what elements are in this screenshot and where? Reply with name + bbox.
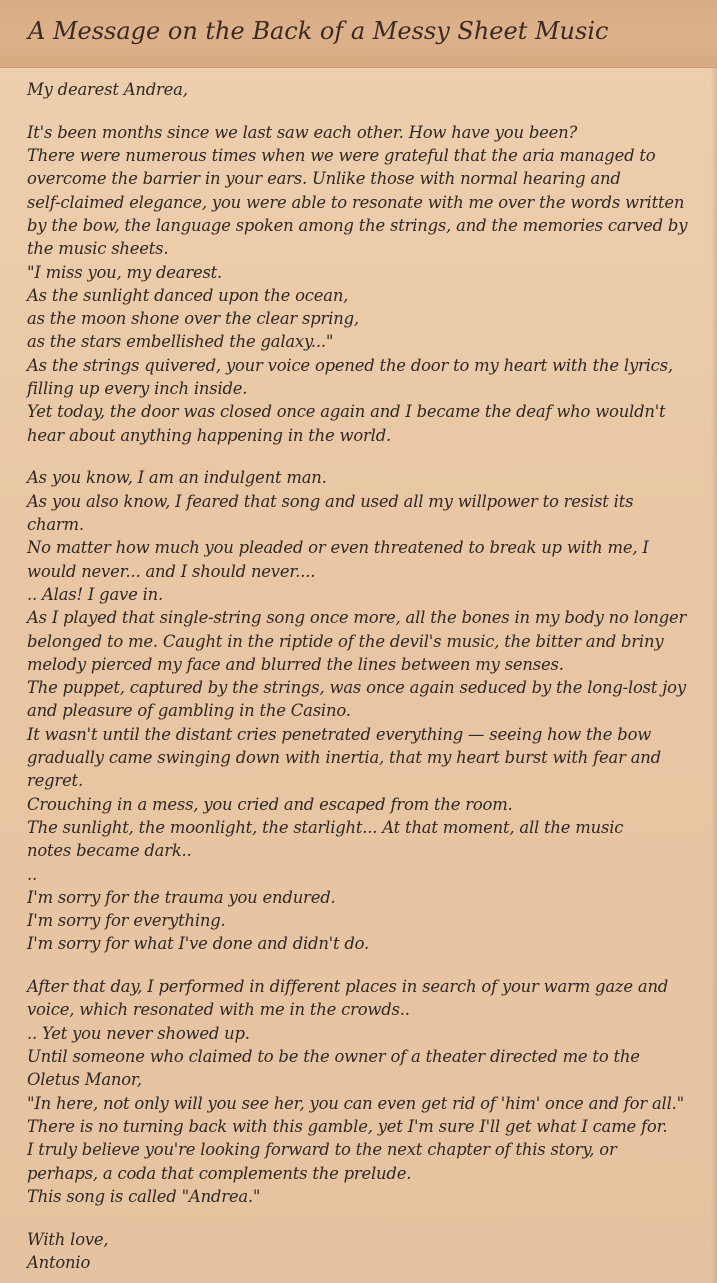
letter-line: and pleasure of gambling in the Casino. (27, 701, 351, 721)
letter-paragraphs (27, 121, 717, 1208)
letter-line: regret. (27, 771, 83, 791)
letter-line: by the bow, the language spoken among the strings, and the memories carved by (27, 215, 688, 235)
letter-line: It wasn't until the distant cries penetrated everything — seeing how the bow (27, 724, 652, 744)
letter-line: melody pierced my face and blurred the lines between my senses. (27, 654, 564, 674)
letter-line: Oletus Manor, (27, 1070, 142, 1090)
letter-line: .. (27, 864, 38, 884)
letter-line: Crouching in a mess, you cried and escaped from the room. (27, 794, 513, 814)
letter-line: I truly believe you're looking forward to the next chapter of this story, or (27, 1140, 617, 1160)
letter-line: I'm sorry for what I've done and didn't do. (27, 934, 370, 954)
letter-line: perhaps, a coda that complements the prelude. (27, 1163, 412, 1183)
letter-line: gradually came swinging down with inertia, that my heart burst with fear and (27, 748, 661, 768)
title-bar (0, 0, 717, 68)
letter-line: There were numerous times when we were grateful that the aria managed to (27, 146, 656, 166)
letter-line: I'm sorry for everything. (27, 911, 226, 931)
letter-line: self-claimed elegance, you were able to resonate with me over the words written (27, 192, 685, 212)
letter-line: The sunlight, the moonlight, the starlight... At that moment, all the music (27, 817, 624, 837)
letter-line: As the sunlight danced upon the ocean, (27, 285, 349, 305)
letter-line: as the moon shone over the clear spring, (27, 309, 359, 329)
letter-line: The puppet, captured by the strings, was once again seduced by the long-lost joy (27, 678, 686, 698)
letter-line: Until someone who claimed to be the owner of a theater directed me to the (27, 1047, 640, 1067)
letter-line: hear about anything happening in the world. (27, 425, 391, 445)
paragraph-gap (27, 447, 717, 467)
letter-line: I'm sorry for the trauma you endured. (27, 887, 336, 907)
salutation: My dearest Andrea, (27, 80, 188, 99)
letter-line: As I played that single-string song once more, all the bones in my body no longer (27, 608, 687, 628)
letter-line: the music sheets. (27, 239, 169, 259)
letter-line: There is no turning back with this gamble, yet I'm sure I'll get what I came for. (27, 1116, 668, 1136)
letter-line: .. Alas! I gave in. (27, 584, 164, 604)
closing: With love, (27, 1229, 109, 1249)
letter-line: "In here, not only will you see her, you can even get rid of 'him' once and for all." (27, 1093, 684, 1113)
page-title: A Message on the Back of a Messy Sheet Music (28, 17, 609, 45)
letter-body (27, 78, 717, 1274)
letter-line: "I miss you, my dearest. (27, 262, 223, 282)
letter-line: As you know, I am an indulgent man. (27, 468, 327, 488)
letter-line: as the stars embellished the galaxy..." (27, 332, 334, 352)
paragraph-gap (27, 1208, 717, 1228)
letter-line: charm. (27, 515, 84, 535)
letter-line: No matter how much you pleaded or even threatened to break up with me, I (27, 538, 649, 558)
letter-line: .. Yet you never showed up. (27, 1023, 250, 1043)
letter-line: filling up every inch inside. (27, 379, 248, 399)
letter-line: voice, which resonated with me in the crowds.. (27, 1000, 410, 1020)
letter-line: would never... and I should never.... (27, 561, 316, 581)
letter-line: It's been months since we last saw each other. How have you been? (27, 122, 578, 142)
letter-line: overcome the barrier in your ears. Unlike those with normal hearing and (27, 169, 621, 189)
letter-line: As the strings quivered, your voice opened the door to my heart with the lyrics, (27, 355, 673, 375)
letter-line: As you also know, I feared that song and used all my willpower to resist its (27, 491, 634, 511)
letter-line: Yet today, the door was closed once again and I became the deaf who wouldn't (27, 402, 666, 422)
paragraph-gap (27, 101, 717, 121)
letter-line: belonged to me. Caught in the riptide of the devil's music, the bitter and briny (27, 631, 664, 651)
letter-line: notes became dark.. (27, 841, 192, 861)
letter-line: This song is called "Andrea." (27, 1186, 261, 1206)
paragraph-gap (27, 956, 717, 976)
signature: Antonio (27, 1252, 91, 1272)
letter-line: After that day, I performed in different places in search of your warm gaze and (27, 977, 669, 997)
